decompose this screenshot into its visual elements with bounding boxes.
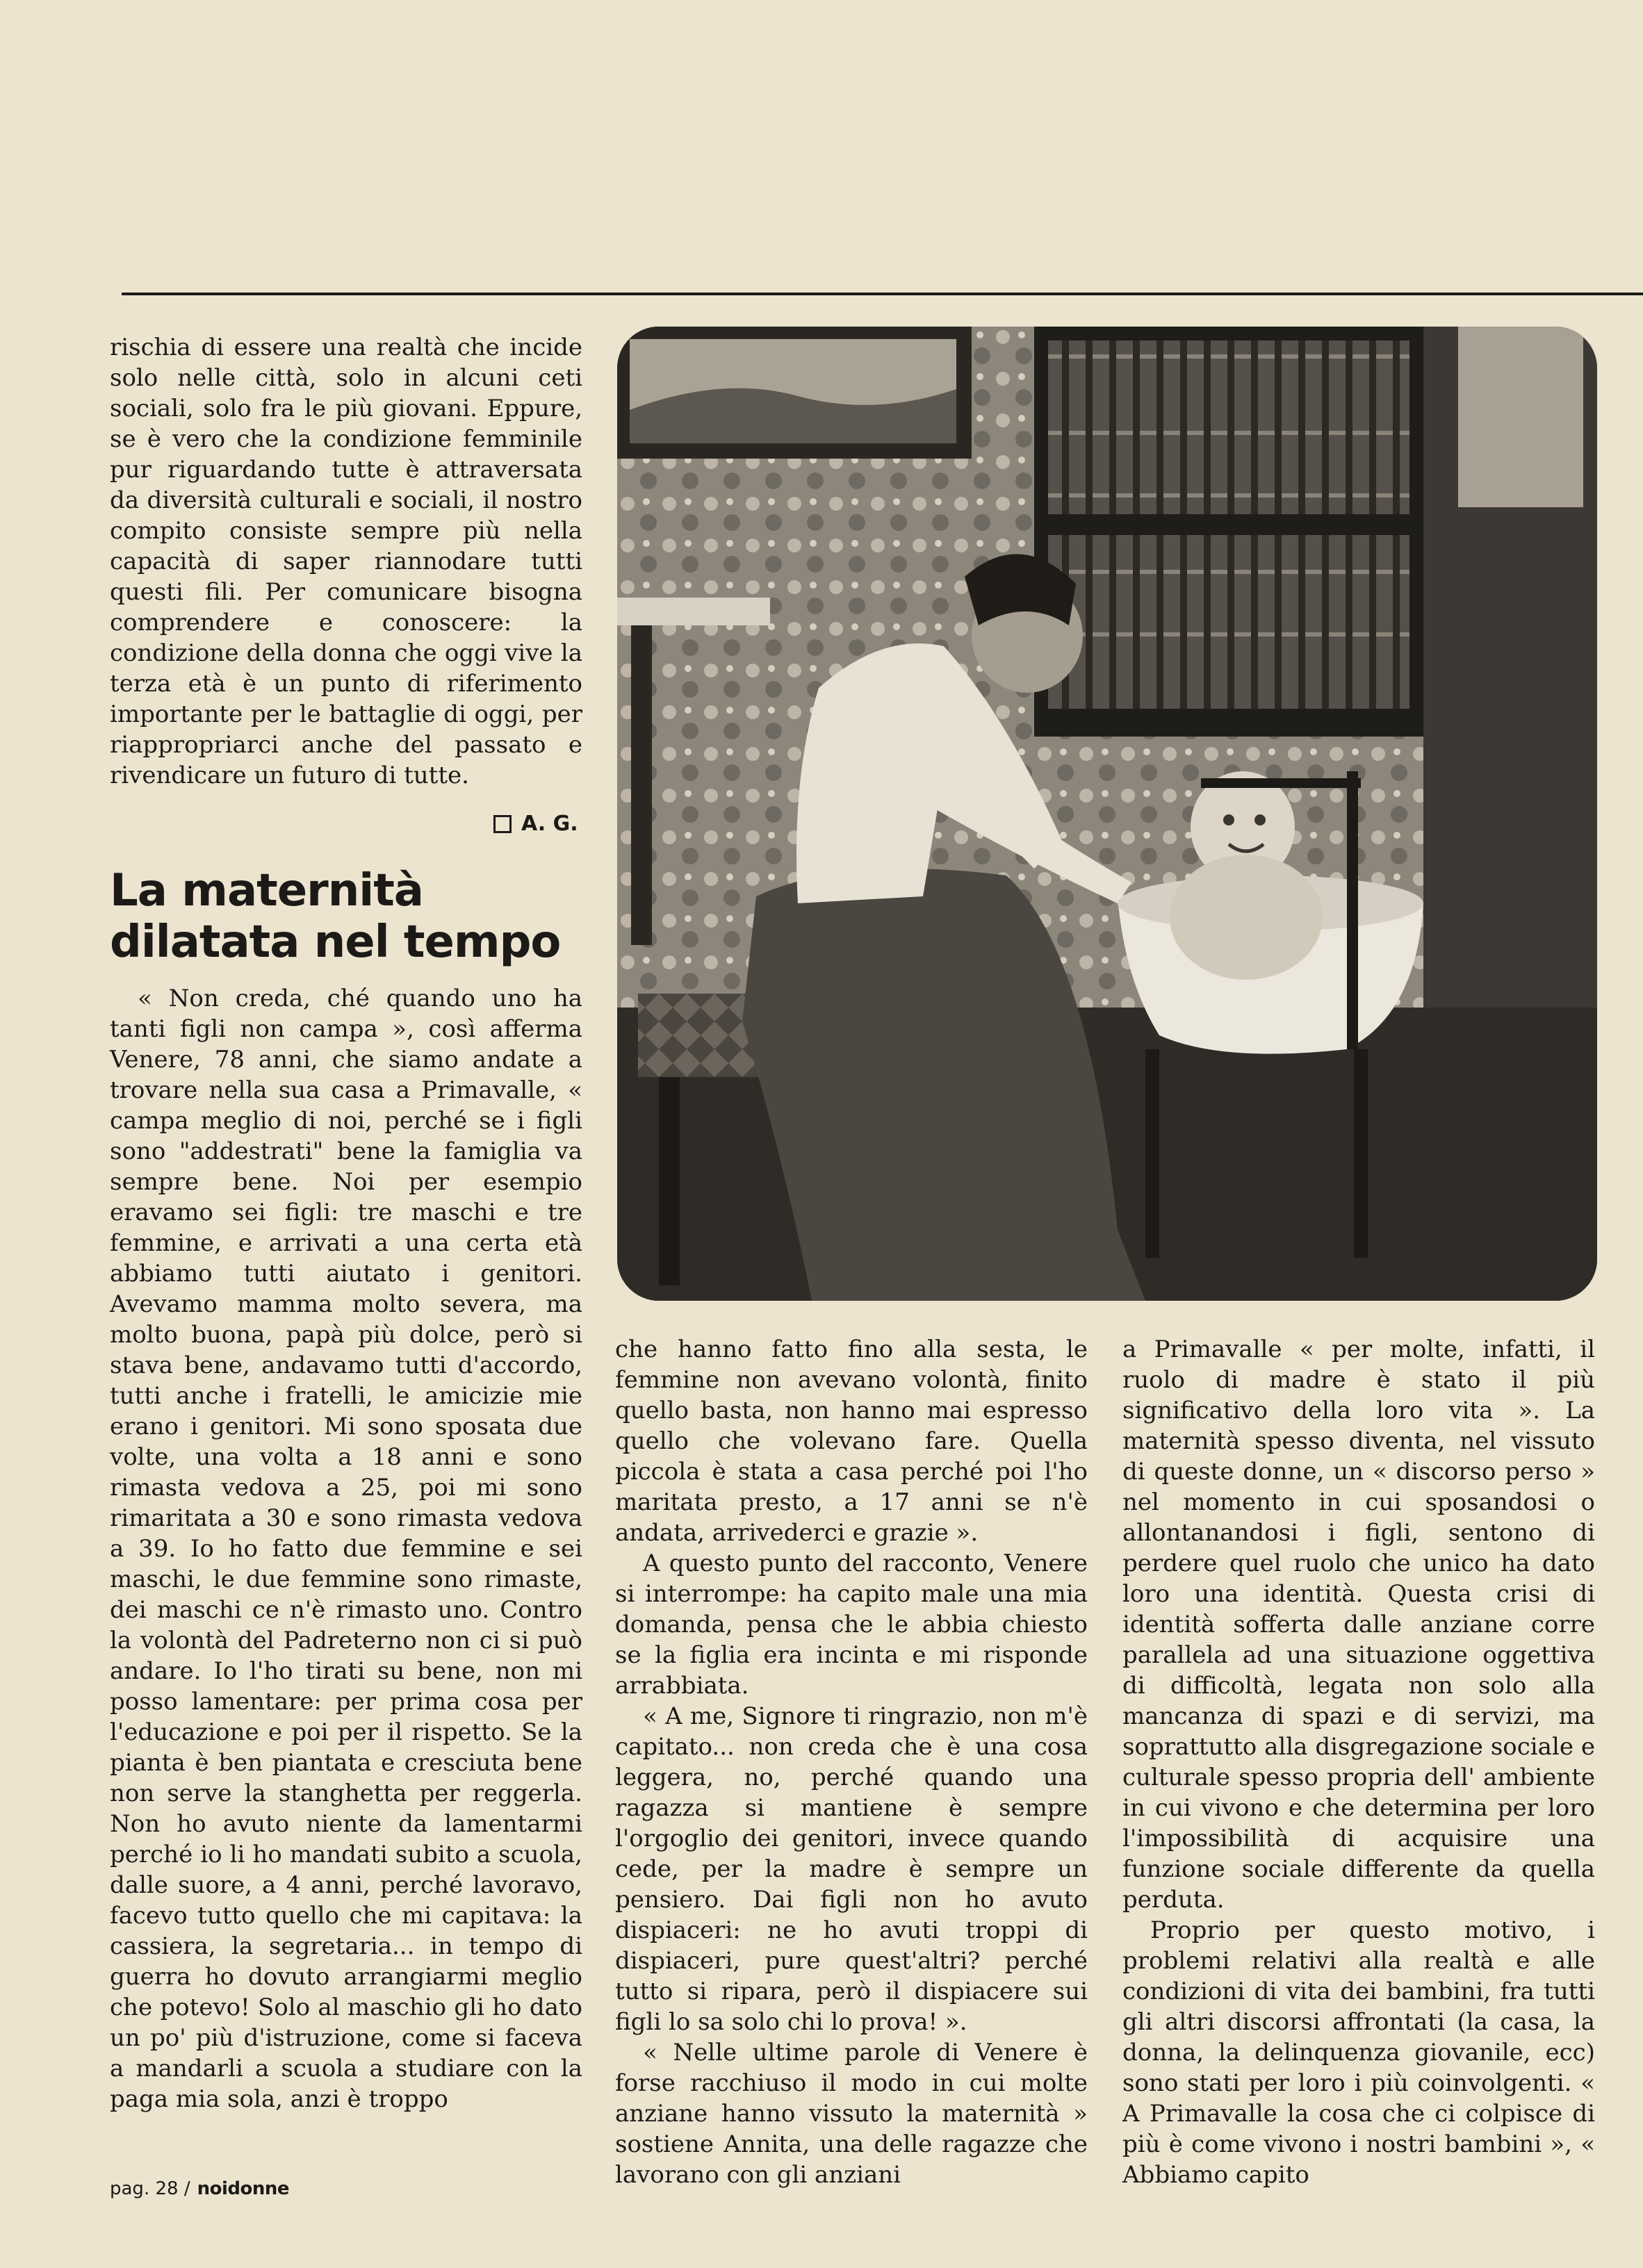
paragraph: A questo punto del racconto, Venere si interrompe: ha capito male una mia domanda, pensa che le abbia chiesto se la figlia era incinta e mi risponde arrabbiata. [615, 1550, 1088, 1700]
paragraph: che hanno fatto fino alla sesta, le femmine non avevano volontà, finito quello basta, non hanno mai espresso quello che volevano fare. Quella piccola è stata a casa perché poi l'ho maritata presto, a 17 anni se n'è andata, arrivederci e grazie ». [615, 1336, 1088, 1547]
signature [493, 812, 578, 836]
headline-line-1: La maternità [110, 865, 423, 917]
paragraph: Proprio per questo motivo, i problemi relativi alla realtà e alle condizioni di vita dei bambini, fra tutti gli altri discorsi affrontati (la casa, la donna, la delinquenza giovanile, ecc) sono stati per loro i più coinvolgenti. « A Primavalle la cosa che ci colpisce di più è come vivono i nostri bambini », « Abbiamo capito [1122, 1916, 1595, 2189]
column-2 [615, 1334, 1088, 2190]
page-footer [110, 2178, 289, 2199]
square-bullet-icon [493, 815, 512, 833]
mother-bathing-baby-photo [617, 327, 1597, 1301]
signature-text: A. G. [521, 812, 578, 836]
article-headline [110, 865, 596, 968]
paragraph: « Non creda, ché quando uno ha tanti figli non campa », così afferma Venere, 78 anni, che siamo andate a trovare nella sua casa a Primavalle, « campa meglio di noi, perché se i figli sono "addestrati" bene la famiglia va sempre bene. Noi per esempio eravamo sei figli: tre maschi e tre femmine, e arrivati a una certa età abbiamo tutti aiutato i genitori. Avevamo mamma molto severa, ma molto buona, papà più dolce, però si stava bene, andavamo tutti d'accordo, tutti anche i fratelli, le amicizie mie erano i genitori. Mi sono sposata due volte, una volta a 18 anni e sono rimasta vedova a 25, poi mi sono rimaritata a 30 e sono rimasta vedova a 39. Io ho fatto due femmine e sei maschi, le due femmine sono rimaste, dei maschi ce n'è rimasto uno. Contro la volontà del Padreterno non ci si può andare. Io l'ho tirati su bene, non mi posso lamentare: per prima cosa per l'educazione e poi per il rispetto. Se la pianta è ben piantata e cresciuta bene non serve la stanghetta per reggerla. Non ho avuto niente da lamentarmi perché io li ho mandati subito a scuola, dalle suore, a 4 anni, perché lavoravo, facevo tutto quello che mi capitava: la cassiera, la segretaria... in tempo di guerra ho dovuto arrangiarmi meglio che potevo! Solo al maschio gli ho dato un po' più d'istruzione, come si faceva a mandarli a scuola a studiare con la paga mia sola, anzi è troppo [110, 985, 582, 2113]
top-rule [122, 293, 1643, 295]
paragraph: a Primavalle « per molte, infatti, il ruolo di madre è stato il più significativo della loro vita ». La maternità spesso diventa, nel vissuto di queste donne, un « discorso perso » nel momento in cui sposandosi o allontanandosi i figli, sentono di perdere quel ruolo che unico ha dato loro una identità. Questa crisi di identità sofferta dalle anziane corre parallela ad una situazione oggettiva di difficoltà, legata non solo alla mancanza di spazi e di servizi, ma soprattutto alla disgregazione sociale e culturale spesso propria dell' ambiente in cui vivono e che determina per loro l'impossibilità di acquisire una funzione sociale differente da quella perduta. [1122, 1336, 1595, 1914]
column-3 [1122, 1334, 1595, 2190]
intro-paragraph: rischia di essere una realtà che incide solo nelle città, solo in alcuni ceti sociali, solo fra le più giovani. Eppure, se è vero che la condizione femminile pur riguardando tutte è attraversata da diversità culturali e sociali, il nostro compito consiste sempre più nella capacità di saper riannodare tutti questi fili. Per comunicare bisogna comprendere e conoscere: la condizione della donna che oggi vive la terza età è un punto di riferimento importante per le battaglie di oggi, per riappropriarci anche del passato e rivendicare un futuro di tutte. [110, 334, 582, 789]
article-photo [617, 327, 1597, 1301]
paragraph: « A me, Signore ti ringrazio, non m'è capitato... non creda che è una cosa leggera, no, perché quando una ragazza si mantiene è sempre l'orgoglio dei genitori, invece quando cede, per la madre è sempre un pensiero. Dai figli non ho avuto dispiaceri: ne ho avuti troppi di dispiaceri, pure quest'altri? perché tutto si ripara, però il dispiacere sui figli lo sa solo chi lo prova! ». [615, 1702, 1088, 2036]
paragraph: « Nelle ultime parole di Venere è forse racchiuso il modo in cui molte anziane hanno vissuto la maternità » sostiene Annita, una delle ragazze che lavorano con gli anziani [615, 2039, 1088, 2189]
headline-line-2: dilatata nel tempo [110, 917, 561, 968]
page-number: pag. 28 / [110, 2178, 190, 2199]
magazine-name: noidonne [197, 2178, 289, 2199]
column-1 [110, 983, 582, 2114]
intro-column [110, 332, 582, 791]
